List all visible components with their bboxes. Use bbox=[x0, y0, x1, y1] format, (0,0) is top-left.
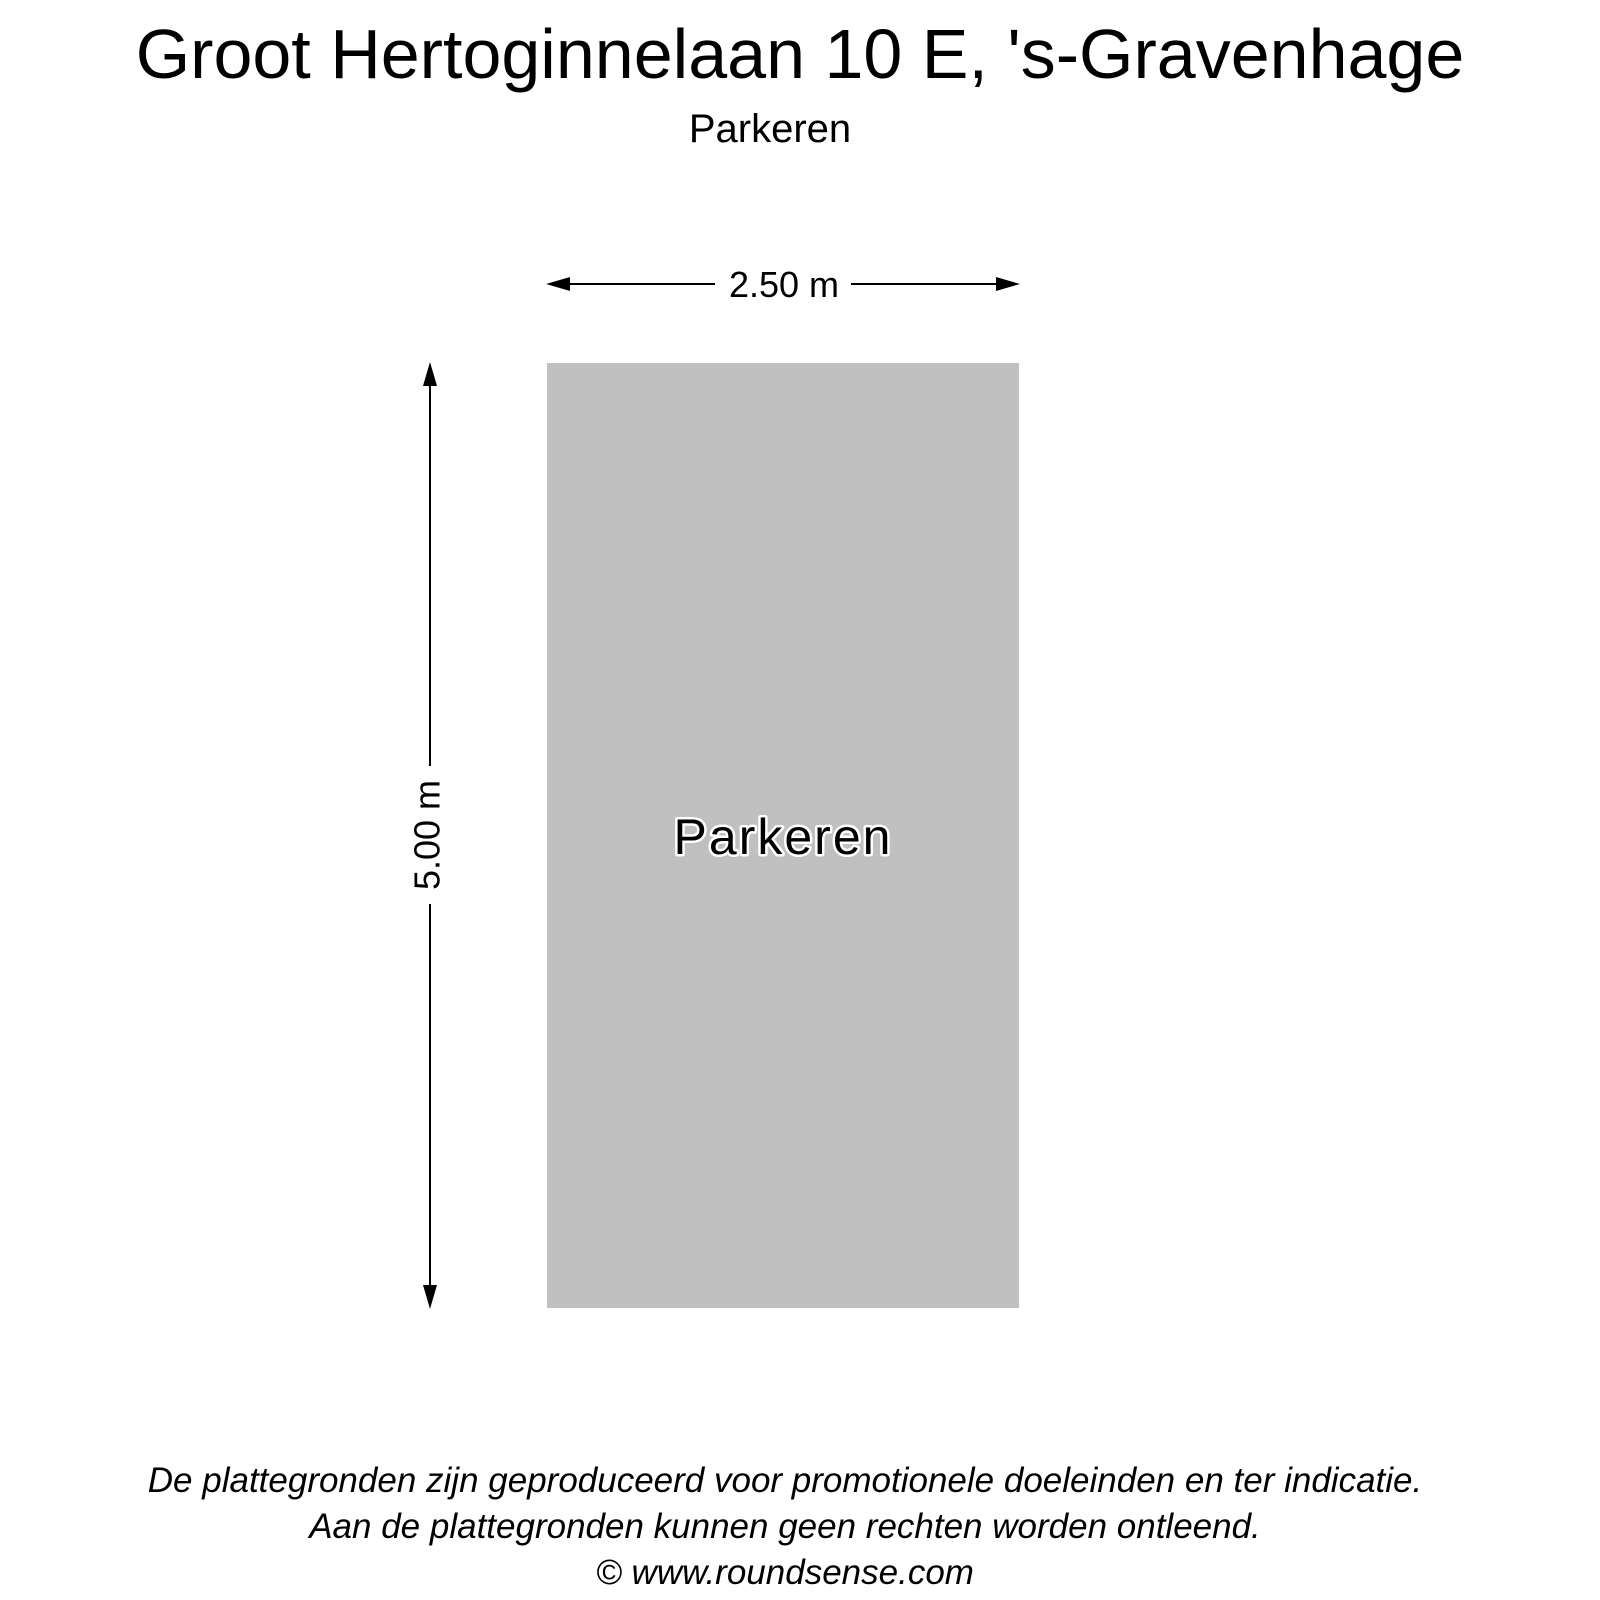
length-label: 5.00 m bbox=[406, 779, 448, 891]
width-arrow-left bbox=[546, 277, 570, 291]
length-dimension bbox=[407, 362, 448, 1309]
length-arrow-top bbox=[423, 362, 437, 386]
width-arrow-right bbox=[996, 277, 1020, 291]
copyright-line: © www.roundsense.com bbox=[596, 1553, 974, 1592]
disclaimer-line-2: Aan de plattegronden kunnen geen rechten worden ontleend. bbox=[309, 1507, 1261, 1546]
floor-name: Parkeren bbox=[688, 107, 852, 151]
disclaimer bbox=[0, 1458, 1570, 1596]
width-dimension bbox=[546, 264, 1020, 305]
disclaimer-line-1: De plattegronden zijn geproduceerd voor promotionele doeleinden en ter indicatie. bbox=[147, 1461, 1423, 1500]
length-arrow-bottom bbox=[423, 1285, 437, 1309]
page-title: Groot Hertoginnelaan 10 E, 's-Gravenhage bbox=[135, 15, 1465, 93]
width-label: 2.50 m bbox=[728, 264, 840, 305]
room-label: Parkeren bbox=[673, 809, 893, 865]
